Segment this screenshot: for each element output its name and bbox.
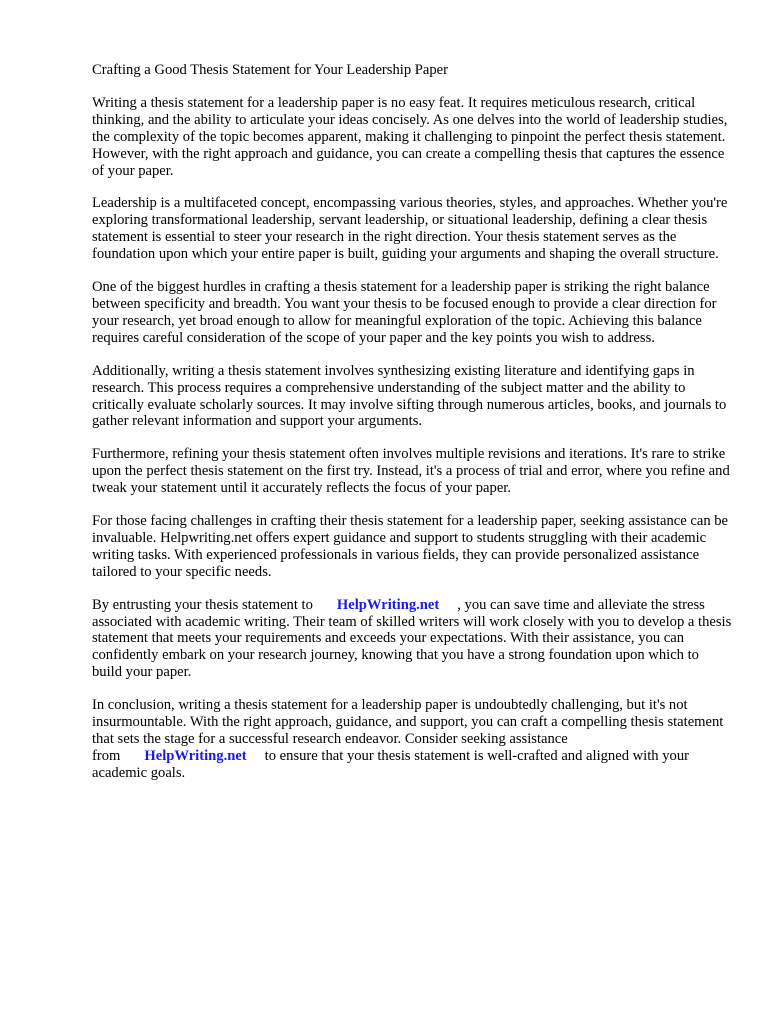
entrusting-text-before: By entrusting your thesis statement to [92,596,313,613]
paragraph-intro: Writing a thesis statement for a leadership paper is no easy feat. It requires meticulous research, critical thinking, and the ability to articulate your ideas concisely. As one delves into the world of leadership studies, the complexity of the topic becomes apparent, making it challenging to pinpoint the perfect thesis statement. However, with the right approach and guidance, you can create a compelling thesis that captures the essence of your paper. [92,94,728,179]
entrusting-text-after: , you can save time and alleviate the stress associated with academic writing. Their team of skilled writers will work closely with you to develop a thesis statement that meets your requirements and exceeds your expectations. With their assistance, you can confidently embark on your research journey, knowing that you have a strong foundation upon which to build your paper. [92,596,732,681]
helpwriting-link-2[interactable]: HelpWriting.net [144,747,247,764]
helpwriting-link-1[interactable]: HelpWriting.net [336,596,440,613]
paragraph-synthesis: Additionally, writing a thesis statement involves synthesizing existing literature and identifying gaps in research. This process requires a comprehensive understanding of the subject matter and the ability to critically evaluate scholarly sources. It may involve sifting through numerous articles, books, and journals to gather relevant information and support your arguments. [92,362,727,430]
conclusion-text-after: to ensure that your thesis statement is well-crafted and aligned with your academic goals. [92,747,689,781]
document-title: Crafting a Good Thesis Statement for Your Leadership Paper [92,62,448,78]
paragraph-leadership-concept: Leadership is a multifaceted concept, encompassing various theories, styles, and approaches. Whether you're exploring transformational leadership, servant leadership, or situational leadership, defining a clear thesis statement is essential to steer your research in the right direction. Your thesis statement serves as the foundation upon which your entire paper is built, guiding your arguments and shaping the overall structure. [92,195,728,263]
paragraph-entrusting [92,597,732,682]
paragraph-assistance: For those facing challenges in crafting their thesis statement for a leadership paper, seeking assistance can be invaluable. Helpwriting.net offers expert guidance and support to students struggling with their academic writing tasks. With experienced professionals in various fields, they can provide personalized assistance tailored to your specific needs. [92,513,729,580]
conclusion-text-before: In conclusion, writing a thesis statement for a leadership paper is undoubtedly challenging, but it's not insurmountable. With the right approach, guidance, and support, you can craft a compelling thesis statement that sets the stage for a successful research endeavor. Consider seeking assistance from [92,697,724,764]
document-page [92,62,732,798]
paragraph-hurdles: One of the biggest hurdles in crafting a thesis statement for a leadership paper is striking the right balance between specificity and breadth. You want your thesis to be focused enough to provide a clear direction for your research, yet broad enough to allow for meaningful exploration of the topic. Achieving this balance requires careful consideration of the scope of your paper and the key points you wish to address. [92,279,717,346]
paragraph-conclusion [92,697,732,782]
paragraph-refining: Furthermore, refining your thesis statement often involves multiple revisions and iterations. It's rare to strike upon the perfect thesis statement on the first try. Instead, it's a process of trial and error, where you refine and tweak your statement until it accurately reflects the focus of your paper. [92,446,730,497]
